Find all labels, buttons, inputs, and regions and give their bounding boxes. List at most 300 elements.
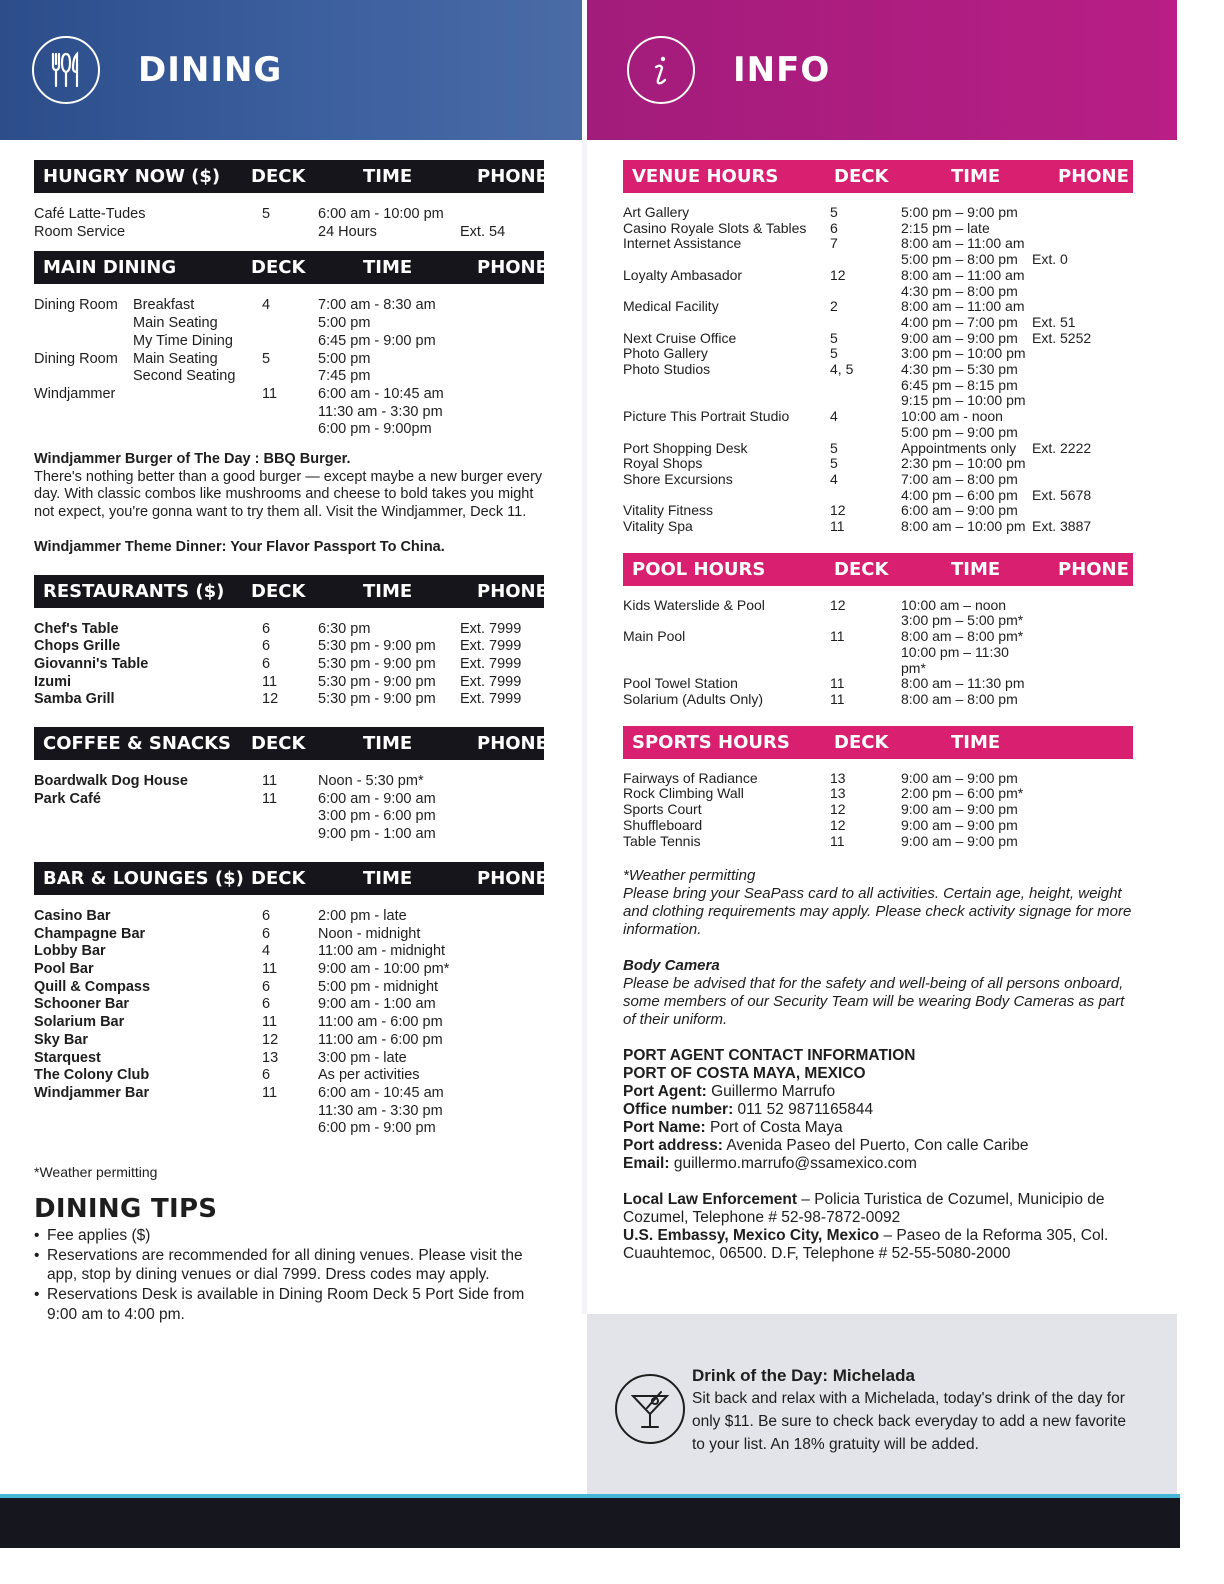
venue-name: Shuffleboard xyxy=(623,816,703,833)
label: Local Law Enforcement xyxy=(623,1191,797,1209)
venue-time: 6:00 am - 9:00 am xyxy=(318,790,436,807)
table-row xyxy=(623,315,1133,331)
table-row xyxy=(34,315,544,333)
venue-phone: Ext. 7999 xyxy=(460,655,522,672)
venue-phone xyxy=(460,1032,544,1050)
venue-phone: Ext. 7999 xyxy=(460,620,522,637)
venue-phone xyxy=(460,996,544,1014)
venue-deck: 6 xyxy=(262,1067,271,1084)
table-header-main-dining xyxy=(34,251,548,284)
dining-title: DINING xyxy=(138,50,283,90)
venue-deck: 11 xyxy=(830,628,845,645)
dining-column xyxy=(34,160,548,1325)
sports-hours-rows xyxy=(623,759,1133,850)
table-row xyxy=(34,351,544,369)
venue-time: 6:00 am - 10:45 am xyxy=(318,1084,444,1101)
table-row xyxy=(34,674,544,692)
venue-deck xyxy=(262,404,318,422)
venue-cell xyxy=(34,368,262,386)
burger-title: Windjammer Burger of The Day : BBQ Burger. xyxy=(34,451,351,468)
header-time: TIME xyxy=(363,867,413,889)
venue-name: Lobby Bar xyxy=(34,943,106,960)
table-row xyxy=(623,456,1133,472)
venue-deck xyxy=(262,826,318,844)
venue-phone xyxy=(460,333,544,351)
venue-name xyxy=(623,315,830,331)
venue-name: Room Service xyxy=(34,223,126,240)
port-agent: Guillermo Marrufo xyxy=(711,1083,836,1101)
venue-hours-rows xyxy=(623,193,1133,535)
body-camera-notice xyxy=(623,957,1133,1029)
table-row xyxy=(623,834,1133,850)
venue-phone: Ext. 51 xyxy=(1032,313,1076,330)
venue-name: The Colony Club xyxy=(34,1067,150,1084)
venue-name: Rock Climbing Wall xyxy=(623,785,744,802)
seating-label xyxy=(133,421,262,439)
venue-name: Pool Bar xyxy=(34,960,94,977)
table-row xyxy=(623,519,1133,535)
venue-deck: 2 xyxy=(830,298,838,315)
venue-name: Quill & Compass xyxy=(34,978,151,995)
venue-name xyxy=(623,645,830,676)
table-row xyxy=(623,472,1133,488)
venue-time: 6:00 am – 9:00 pm xyxy=(901,502,1018,519)
table-row xyxy=(34,224,544,242)
venue-time: 5:00 pm - midnight xyxy=(318,978,439,995)
venue-deck: 13 xyxy=(262,1049,279,1066)
venue-cell xyxy=(34,404,262,422)
weather-note: *Weather permitting xyxy=(623,867,756,885)
venue-deck xyxy=(262,224,318,242)
venue-time: 10:00 pm – 11:30 pm* xyxy=(901,643,1009,676)
drink-text-block xyxy=(692,1364,1142,1456)
venue-phone xyxy=(460,206,544,224)
seating-label: Second Seating xyxy=(133,368,236,385)
venue-deck: 11 xyxy=(830,675,845,692)
venue-time: 8:00 am – 11:00 am xyxy=(901,235,1025,252)
table-row xyxy=(623,818,1133,834)
table-row xyxy=(623,252,1133,268)
venue-time: 5:30 pm - 9:00 pm xyxy=(318,673,436,690)
header-time: TIME xyxy=(363,580,413,602)
venue-deck: 11 xyxy=(262,673,278,690)
venue-deck: 5 xyxy=(262,206,271,222)
venue-deck xyxy=(830,393,901,409)
venue-deck xyxy=(262,1103,318,1121)
seating-label: Main Seating xyxy=(133,350,218,367)
venue-phone xyxy=(1032,786,1122,802)
info-title: INFO xyxy=(733,50,831,90)
table-header-venue-hours xyxy=(623,160,1133,193)
table-row xyxy=(34,773,544,791)
venue-phone xyxy=(460,1014,544,1032)
venue-phone xyxy=(1032,645,1122,676)
venue-name: Chef's Table xyxy=(34,620,119,637)
venue-name: Photo Gallery xyxy=(623,345,708,362)
table-row xyxy=(34,1014,544,1032)
table-row xyxy=(34,691,544,709)
table-row xyxy=(34,656,544,674)
theme-dinner-text: Windjammer Theme Dinner: Your Flavor Passport To China. xyxy=(34,538,445,555)
table-row xyxy=(34,1103,544,1121)
venue-name: Windjammer Bar xyxy=(34,1084,150,1101)
header-time: TIME xyxy=(363,733,413,755)
venue-name: Boardwalk Dog House xyxy=(34,773,188,790)
email-line xyxy=(623,1155,1133,1173)
table-row xyxy=(623,378,1133,394)
main-dining-rows xyxy=(34,284,544,439)
venue-phone: Ext. 5252 xyxy=(1032,329,1092,346)
burger-text: There's nothing better than a good burger — except maybe a new burger every day. With classic combos like mushrooms and cheese to bold takes you might not expect, you're gonna want to try them all. Visit the Windjammer, Deck 11. xyxy=(34,468,543,521)
table-row xyxy=(34,638,544,656)
table-row xyxy=(34,1120,544,1138)
drink-title: Drink of the Day: Michelada xyxy=(692,1366,915,1385)
venue-time: 11:30 am - 3:30 pm xyxy=(318,1102,443,1119)
venue-deck: 5 xyxy=(830,439,838,456)
venue-name: Vitality Spa xyxy=(623,518,693,535)
header-phone: PHONE xyxy=(477,867,548,889)
venue-cell xyxy=(34,386,262,404)
venue-phone xyxy=(1032,299,1122,315)
table-row xyxy=(34,386,544,404)
venue-phone xyxy=(460,297,544,315)
venue-time: 6:30 pm xyxy=(318,620,371,637)
venue-time: 8:00 am – 8:00 pm xyxy=(901,690,1018,707)
seating-label: Main Seating xyxy=(133,315,218,332)
venue-name: Chops Grille xyxy=(34,638,121,655)
venue-time: Noon - 5:30 pm* xyxy=(318,773,424,790)
venue-time: 4:30 pm – 8:00 pm xyxy=(901,282,1018,299)
venue-name xyxy=(623,425,830,441)
header-title: COFFEE & SNACKS xyxy=(43,733,232,755)
header-phone: PHONE xyxy=(1058,558,1129,580)
table-row xyxy=(623,284,1133,300)
table-row xyxy=(623,645,1133,676)
label: Port address: xyxy=(623,1137,723,1155)
section-gap xyxy=(34,844,544,862)
venue-phone xyxy=(1032,834,1122,850)
header-time: TIME xyxy=(363,257,413,279)
venue-deck xyxy=(262,421,318,439)
activity-notes xyxy=(623,867,1133,939)
venue-time: 8:00 am – 11:00 am xyxy=(901,266,1025,283)
office-number: 011 52 9871165844 xyxy=(737,1101,874,1119)
venue-deck: 5 xyxy=(830,329,838,346)
venue-time: 6:00 am - 10:45 am xyxy=(318,385,444,402)
venue-deck: 6 xyxy=(262,925,271,942)
venue-deck xyxy=(262,1120,318,1138)
venue-deck: 12 xyxy=(830,801,846,818)
venue-deck: 11 xyxy=(262,773,278,790)
utensils-icon xyxy=(32,36,100,104)
law-text: – Policia Turistica de Cozumel, Municipio de Cozumel, Telephone # 52-98-7872-0092 xyxy=(623,1191,1105,1227)
venue-name: Samba Grill xyxy=(34,691,115,708)
venue-deck xyxy=(830,252,901,268)
venue-time: 11:30 am - 3:30 pm xyxy=(318,403,443,420)
law-enforcement xyxy=(623,1191,1133,1227)
header-title: BAR & LOUNGES ($) xyxy=(43,867,244,889)
venue-deck xyxy=(830,613,901,629)
weather-note: *Weather permitting xyxy=(34,1164,158,1181)
venue-deck: 11 xyxy=(262,1084,278,1101)
table-row xyxy=(34,297,544,315)
venue-name: Solarium (Adults Only) xyxy=(623,690,764,707)
table-rows xyxy=(34,608,544,710)
venue-deck: 4 xyxy=(830,470,838,487)
venue-name: Solarium Bar xyxy=(34,1014,125,1031)
venue-phone: Ext. 54 xyxy=(460,223,506,240)
section-gap xyxy=(34,709,544,727)
venue-deck xyxy=(830,315,901,331)
venue-deck xyxy=(830,645,901,676)
venue-deck: 11 xyxy=(262,1014,278,1031)
venue-phone xyxy=(1032,205,1122,221)
table-row xyxy=(34,1050,544,1068)
dining-tips-title: DINING TIPS xyxy=(34,1194,218,1225)
venue-name xyxy=(34,333,133,351)
header-time: TIME xyxy=(951,166,1001,187)
venue-deck: 4 xyxy=(830,408,838,425)
venue-phone xyxy=(1032,346,1122,362)
venue-phone xyxy=(460,421,544,439)
venue-phone xyxy=(1032,378,1122,394)
email-address: guillermo.marrufo@ssamexico.com xyxy=(673,1155,917,1173)
hungry-now-rows xyxy=(34,193,544,241)
venue-deck: 11 xyxy=(262,385,278,402)
body-camera-text: Please be advised that for the safety and well-being of all persons onboard, some members of our Security Team will be wearing Body Cameras as part of their uniform. xyxy=(623,975,1125,1029)
venue-deck xyxy=(830,488,901,504)
venue-phone xyxy=(460,1067,544,1085)
venue-deck: 11 xyxy=(262,790,278,807)
venue-deck: 11 xyxy=(830,690,845,707)
table-rows xyxy=(34,895,544,1138)
venue-name: Photo Studios xyxy=(623,361,711,378)
port-agent-contact xyxy=(623,1047,1133,1173)
venue-deck: 6 xyxy=(262,978,271,995)
venue-phone xyxy=(1032,409,1122,425)
table-row xyxy=(623,598,1133,614)
venue-time: 9:00 am - 10:00 pm* xyxy=(318,960,450,977)
venue-name: Park Café xyxy=(34,790,101,807)
port-heading-location: PORT OF COSTA MAYA, MEXICO xyxy=(623,1065,866,1083)
dining-tips-list xyxy=(34,1226,544,1325)
venue-phone xyxy=(1032,692,1122,708)
venue-name: Internet Assistance xyxy=(623,235,742,252)
table-row xyxy=(623,692,1133,708)
table-row xyxy=(623,205,1133,221)
venue-phone: Ext. 7999 xyxy=(460,673,522,690)
table-row xyxy=(623,503,1133,519)
venue-deck: 5 xyxy=(830,345,838,362)
table-row xyxy=(623,221,1133,237)
table-row xyxy=(34,979,544,997)
port-name: Port of Costa Maya xyxy=(710,1119,843,1137)
venue-phone xyxy=(1032,676,1122,692)
venue-name: Champagne Bar xyxy=(34,925,146,942)
venue-phone xyxy=(460,1103,544,1121)
venue-name: Fairways of Radiance xyxy=(623,769,758,786)
venue-deck: 12 xyxy=(830,596,846,613)
table-row xyxy=(623,331,1133,347)
table-row xyxy=(34,826,544,844)
venue-time: 4:00 pm – 6:00 pm xyxy=(901,486,1018,503)
venue-name: Loyalty Ambasador xyxy=(623,266,743,283)
venue-time: 6:45 pm - 9:00 pm xyxy=(318,332,436,349)
seating-label: My Time Dining xyxy=(133,332,233,349)
venue-phone xyxy=(460,404,544,422)
table-row xyxy=(34,621,544,639)
label: Port Agent: xyxy=(623,1083,707,1101)
venue-phone xyxy=(1032,613,1122,629)
embassy-text: – Paseo de la Reforma 305, Col. Cuauhtemoc, 06500. D.F, Telephone # 52-55-5080-2000 xyxy=(623,1227,1109,1263)
venue-name: Dining Room xyxy=(34,350,118,367)
port-heading: PORT AGENT CONTACT INFORMATION xyxy=(623,1047,916,1065)
header-time: TIME xyxy=(951,731,1001,753)
venue-phone xyxy=(460,808,544,826)
venue-time: 6:00 pm - 9:00 pm xyxy=(318,1120,436,1137)
table-row xyxy=(34,926,544,944)
seating-label: Breakfast xyxy=(133,297,195,314)
venue-phone xyxy=(1032,771,1122,787)
header-title: MAIN DINING xyxy=(43,257,177,279)
label: U.S. Embassy, Mexico City, Mexico xyxy=(623,1227,880,1245)
port-address-line xyxy=(623,1137,1133,1155)
venue-name: Table Tennis xyxy=(623,832,701,849)
venue-phone xyxy=(1032,629,1122,645)
venue-deck xyxy=(262,333,318,351)
venue-name: Starquest xyxy=(34,1049,101,1066)
venue-phone xyxy=(460,791,544,809)
footer-bar xyxy=(0,1498,1180,1548)
venue-name xyxy=(34,1103,262,1121)
header-deck: DECK xyxy=(834,558,889,580)
header-deck: DECK xyxy=(251,257,306,279)
venue-time: 8:00 am – 10:00 pm xyxy=(901,518,1026,535)
venue-time: 3:00 pm - late xyxy=(318,1049,407,1066)
venue-deck: 13 xyxy=(830,769,846,786)
venue-deck: 13 xyxy=(830,785,846,802)
header-deck: DECK xyxy=(251,166,306,187)
seating-label xyxy=(133,404,262,422)
emergency-contacts xyxy=(623,1191,1133,1263)
header-deck: DECK xyxy=(834,166,889,187)
venue-deck: 11 xyxy=(830,518,845,535)
header-title: HUNGRY NOW ($) xyxy=(43,166,221,187)
table-row xyxy=(34,1085,544,1103)
header-deck: DECK xyxy=(251,867,306,889)
venue-time: 7:00 am – 8:00 pm xyxy=(901,470,1018,487)
table-row xyxy=(623,802,1133,818)
venue-time: 5:30 pm - 9:00 pm xyxy=(318,638,436,655)
venue-deck: 5 xyxy=(262,350,271,367)
venue-name xyxy=(623,378,830,394)
port-agent-line xyxy=(623,1083,1133,1101)
venue-time: 5:00 pm xyxy=(318,315,371,332)
venue-phone xyxy=(1032,236,1122,252)
venue-name: Schooner Bar xyxy=(34,996,130,1013)
venue-time: 9:15 pm – 10:00 pm xyxy=(901,392,1026,409)
venue-phone xyxy=(1032,818,1122,834)
header-phone: PHONE xyxy=(477,733,548,755)
drink-description: Sit back and relax with a Michelada, today's drink of the day for only $11. Be sure to check back everyday to add a new favorite to your list. An 18% gratuity will be added. xyxy=(692,1390,1126,1453)
column-divider xyxy=(582,140,587,1314)
venue-name: Medical Facility xyxy=(623,298,719,315)
header-time: TIME xyxy=(363,166,413,187)
venue-name: Shore Excursions xyxy=(623,470,733,487)
venue-phone xyxy=(1032,598,1122,614)
venue-name: Vitality Fitness xyxy=(623,502,713,519)
venue-time: 2:00 pm - late xyxy=(318,907,407,924)
port-address: Avenida Paseo del Puerto, Con calle Caribe xyxy=(726,1137,1029,1155)
venue-phone xyxy=(460,961,544,979)
venue-cell xyxy=(34,333,262,351)
venue-deck: 6 xyxy=(830,219,838,236)
venue-deck: 12 xyxy=(262,1031,279,1048)
table-row xyxy=(34,404,544,422)
tip-item: • Reservations Desk is available in Dining Room Deck 5 Port Side from 9:00 am to 4:00 pm. xyxy=(34,1285,544,1324)
venue-phone xyxy=(1032,393,1122,409)
venue-deck: 12 xyxy=(262,691,279,708)
venue-time: 9:00 am – 9:00 pm xyxy=(901,329,1018,346)
table-row xyxy=(623,676,1133,692)
venue-name: Izumi xyxy=(34,673,72,690)
venue-time: As per activities xyxy=(318,1067,420,1084)
venue-phone xyxy=(460,773,544,791)
info-column xyxy=(623,160,1133,1263)
venue-name xyxy=(623,488,830,504)
header-deck: DECK xyxy=(251,580,306,602)
venue-name: Art Gallery xyxy=(623,204,690,220)
venue-phone xyxy=(460,926,544,944)
table-header xyxy=(34,727,548,760)
venue-time: 11:00 am - 6:00 pm xyxy=(318,1031,443,1048)
pool-hours-rows xyxy=(623,586,1133,708)
venue-time: 11:00 am - 6:00 pm xyxy=(318,1014,443,1031)
header-phone: PHONE xyxy=(1058,166,1129,187)
venue-name: Next Cruise Office xyxy=(623,329,737,346)
venue-time: 3:00 pm – 5:00 pm* xyxy=(901,612,1024,629)
header-time: TIME xyxy=(951,558,1001,580)
header-title: SPORTS HOURS xyxy=(632,731,790,753)
table-header xyxy=(34,862,548,895)
venue-time: 4:30 pm – 5:30 pm xyxy=(901,361,1018,378)
venue-time: 2:30 pm – 10:00 pm xyxy=(901,455,1026,472)
venue-phone: Ext. 0 xyxy=(1032,251,1068,268)
theme-dinner xyxy=(34,539,544,557)
venue-name xyxy=(623,284,830,300)
label: Office number: xyxy=(623,1101,734,1119)
venue-time: 6:00 pm - 9:00pm xyxy=(318,421,432,438)
venue-name xyxy=(623,393,830,409)
venue-time: 10:00 am - noon xyxy=(901,408,1003,425)
venue-deck: 5 xyxy=(830,455,838,472)
venue-name: Giovanni's Table xyxy=(34,655,149,672)
venue-deck xyxy=(262,315,318,333)
venue-phone xyxy=(460,979,544,997)
venue-name: Casino Bar xyxy=(34,907,111,924)
venue-deck: 12 xyxy=(830,816,846,833)
venue-phone xyxy=(1032,472,1122,488)
table-rows xyxy=(34,760,544,844)
table-row xyxy=(34,908,544,926)
venue-deck xyxy=(262,368,318,386)
venue-name: Windjammer xyxy=(34,385,116,402)
venue-phone xyxy=(1032,425,1122,441)
table-row xyxy=(623,441,1133,457)
header-phone: PHONE xyxy=(477,580,548,602)
venue-time: 5:00 pm – 8:00 pm xyxy=(901,251,1018,268)
table-row xyxy=(623,236,1133,252)
